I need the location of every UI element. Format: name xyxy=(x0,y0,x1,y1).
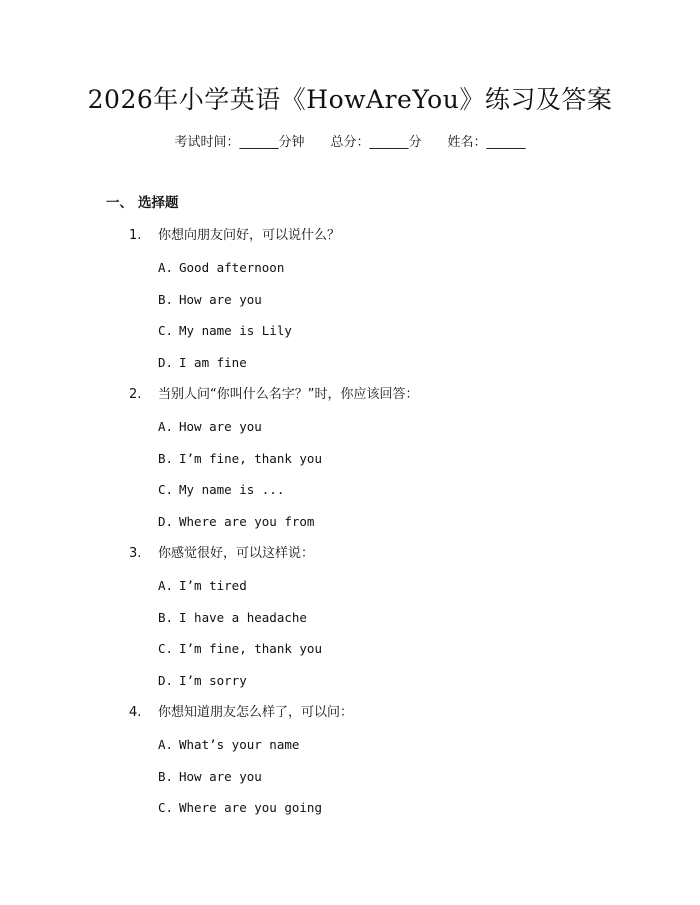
option-text: I’m fine, thank you xyxy=(179,450,322,466)
section-number: 一、 xyxy=(106,195,133,211)
document-title: 2026年小学英语《HowAreYou》练习及答案 xyxy=(87,85,613,114)
option-text: How are you xyxy=(179,291,262,307)
option-item xyxy=(0,761,700,793)
option-item xyxy=(0,411,700,443)
section-heading xyxy=(106,191,179,211)
option-label: C. xyxy=(158,482,174,498)
option-item xyxy=(0,315,700,347)
option-item xyxy=(0,792,700,824)
question-text: 你感觉很好，可以这样说： xyxy=(158,545,315,561)
option-label: A. xyxy=(158,577,174,593)
question-number: 4. xyxy=(129,704,142,720)
question-text: 当别人问“你叫什么名字？”时，你应该回答： xyxy=(158,386,419,402)
option-text: I’m sorry xyxy=(179,673,247,689)
option-text: How are you xyxy=(179,768,262,784)
question-number: 1. xyxy=(129,228,142,243)
option-item xyxy=(0,284,700,316)
option-label: C. xyxy=(158,641,174,657)
option-item xyxy=(0,347,700,379)
question-number: 2. xyxy=(129,386,142,402)
option-text: How are you xyxy=(179,418,262,434)
option-item xyxy=(0,474,700,506)
option-item xyxy=(0,570,700,602)
option-text: Where are you going xyxy=(179,800,322,816)
question-3 xyxy=(0,538,700,570)
option-text: I’m fine, thank you xyxy=(179,641,322,657)
exam-time-field: 考试时间：______分钟 xyxy=(174,135,305,150)
option-label: A. xyxy=(158,418,174,434)
option-label: B. xyxy=(158,450,174,466)
option-item xyxy=(0,506,700,538)
question-1 xyxy=(0,220,700,252)
question-4 xyxy=(0,697,700,729)
option-label: A. xyxy=(158,259,174,275)
option-text: Where are you from xyxy=(179,514,315,530)
option-label: B. xyxy=(158,768,174,784)
option-item xyxy=(0,665,700,697)
option-label: D. xyxy=(158,673,174,689)
question-2 xyxy=(0,379,700,411)
option-text: My name is ... xyxy=(179,482,285,498)
option-text: I am fine xyxy=(179,355,247,371)
option-label: D. xyxy=(158,514,174,530)
option-label: A. xyxy=(158,736,174,752)
exam-meta xyxy=(0,131,700,150)
total-score-field: 总分：______分 xyxy=(330,135,422,150)
student-name-field: 姓名：______ xyxy=(447,135,526,150)
option-text: What’s your name xyxy=(179,736,300,752)
option-item xyxy=(0,252,700,284)
option-label: C. xyxy=(158,800,174,816)
option-text: My name is Lily xyxy=(179,323,292,339)
question-list xyxy=(0,220,700,824)
option-label: B. xyxy=(158,291,174,307)
option-item xyxy=(0,443,700,475)
option-text: Good afternoon xyxy=(179,259,285,275)
option-item xyxy=(0,729,700,761)
option-label: D. xyxy=(158,355,174,371)
question-text: 你想知道朋友怎么样了，可以问： xyxy=(158,704,354,720)
question-text: 你想向朋友问好，可以说什么？ xyxy=(158,228,341,243)
section-title: 选择题 xyxy=(138,195,179,211)
option-item xyxy=(0,633,700,665)
option-text: I’m tired xyxy=(179,577,247,593)
option-label: C. xyxy=(158,323,174,339)
option-item xyxy=(0,602,700,634)
option-text: I have a headache xyxy=(179,609,307,625)
question-number: 3. xyxy=(129,545,142,561)
option-label: B. xyxy=(158,609,174,625)
